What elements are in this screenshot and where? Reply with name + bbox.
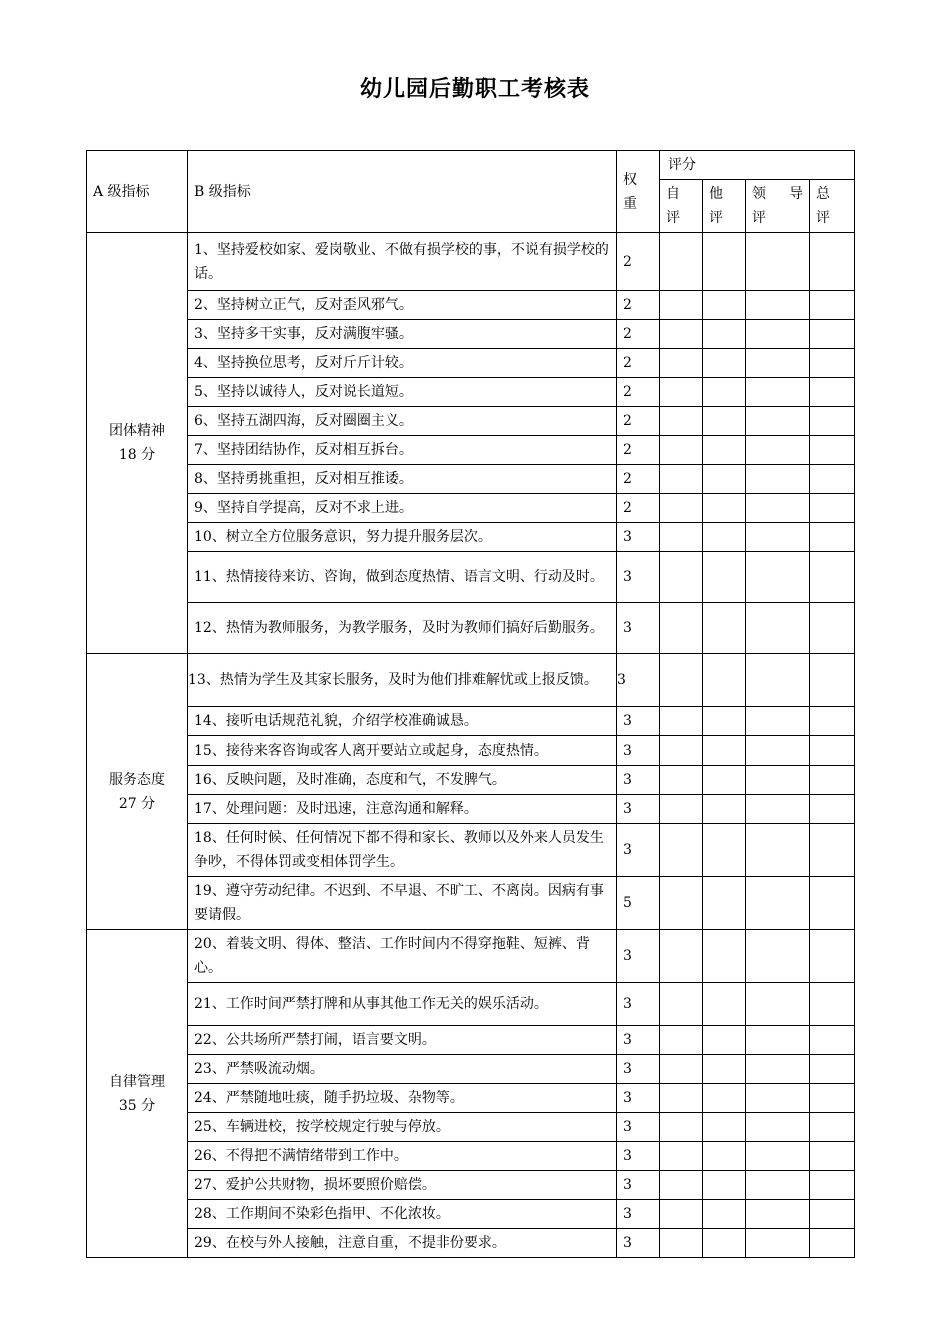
leader-score-cell[interactable] — [746, 1171, 810, 1200]
peer-score-cell[interactable] — [703, 320, 746, 349]
self-score-cell[interactable] — [660, 552, 703, 603]
total-score-cell[interactable] — [810, 1113, 855, 1142]
b-level-item: 8、坚持勇挑重担，反对相互推诿。 — [188, 465, 617, 494]
weight-value: 2 — [617, 378, 660, 407]
b-level-item: 1、坚持爱校如家、爱岗敬业、不做有损学校的事，不说有损学校的话。 — [188, 233, 617, 291]
weight-value: 5 — [617, 877, 660, 930]
weight-value: 3 — [617, 1171, 660, 1200]
leader-score-cell[interactable] — [746, 707, 810, 736]
self-score-cell[interactable] — [660, 795, 703, 824]
leader-score-cell[interactable] — [746, 1229, 810, 1258]
weight-value: 2 — [617, 233, 660, 291]
table-row — [87, 378, 855, 407]
assessment-table — [86, 150, 855, 1258]
table-row — [87, 603, 855, 654]
self-score-cell[interactable] — [660, 930, 703, 983]
weight-value: 3 — [617, 1229, 660, 1258]
weight-value: 3 — [617, 603, 660, 654]
self-score-cell[interactable] — [660, 1113, 703, 1142]
peer-score-cell[interactable] — [703, 1084, 746, 1113]
self-score-cell[interactable] — [660, 1084, 703, 1113]
total-header-line2: 评 — [816, 210, 830, 226]
peer-score-cell[interactable] — [703, 736, 746, 766]
page-title: 幼儿园后勤职工考核表 — [359, 76, 590, 102]
b-level-item: 25、车辆进校，按学校规定行驶与停放。 — [188, 1113, 617, 1142]
table-row — [87, 407, 855, 436]
table-row — [87, 795, 855, 824]
weight-value: 3 — [617, 736, 660, 766]
leader-score-cell[interactable] — [746, 1055, 810, 1084]
total-score-cell[interactable] — [810, 930, 855, 983]
leader-score-cell[interactable] — [746, 736, 810, 766]
group-name: 团体精神 — [109, 423, 165, 439]
group-points: 27 分 — [118, 795, 156, 812]
b-level-item: 22、公共场所严禁打闹，语言要文明。 — [188, 1026, 617, 1055]
self-score-cell[interactable] — [660, 877, 703, 930]
table-row — [87, 766, 855, 795]
b-level-item: 7、坚持团结协作，反对相互拆台。 — [188, 436, 617, 465]
leader-score-cell[interactable] — [746, 1113, 810, 1142]
b-level-item: 3、坚持多干实事，反对满腹牢骚。 — [188, 320, 617, 349]
table-row — [87, 1055, 855, 1084]
total-score-cell[interactable] — [810, 407, 855, 436]
b-level-item: 21、工作时间严禁打牌和从事其他工作无关的娱乐活动。 — [188, 983, 617, 1026]
weight-value: 3 — [617, 795, 660, 824]
leader-score-cell[interactable] — [746, 436, 810, 465]
b-level-item: 2、坚持树立正气，反对歪风邪气。 — [188, 291, 617, 320]
self-score-cell[interactable] — [660, 320, 703, 349]
peer-score-cell[interactable] — [703, 877, 746, 930]
table-row — [87, 523, 855, 552]
self-score-cell[interactable] — [660, 349, 703, 378]
table-row — [87, 930, 855, 983]
table-row — [87, 233, 855, 291]
self-score-cell[interactable] — [660, 1055, 703, 1084]
b-level-item: 4、坚持换位思考，反对斤斤计较。 — [188, 349, 617, 378]
total-score-cell[interactable] — [810, 349, 855, 378]
leader-score-cell[interactable] — [746, 1026, 810, 1055]
total-score-cell[interactable] — [810, 436, 855, 465]
a-level-group-cell — [87, 654, 188, 930]
b-level-item: 29、在校与外人接触，注意自重，不提非份要求。 — [188, 1229, 617, 1258]
total-score-cell[interactable] — [810, 1142, 855, 1171]
weight-value: 2 — [617, 320, 660, 349]
leader-score-header — [746, 180, 810, 233]
peer-score-cell[interactable] — [703, 766, 746, 795]
b-level-item: 11、热情接待来访、咨询，做到态度热情、语言文明、行动及时。 — [188, 552, 617, 603]
table-row — [87, 1229, 855, 1258]
peer-score-cell[interactable] — [703, 407, 746, 436]
peer-score-cell[interactable] — [703, 436, 746, 465]
weight-value: 3 — [617, 523, 660, 552]
table-row — [87, 291, 855, 320]
self-score-header — [660, 180, 703, 233]
self-score-cell[interactable] — [660, 1142, 703, 1171]
group-name: 服务态度 — [109, 771, 165, 788]
total-score-cell[interactable] — [810, 603, 855, 654]
b-level-item: 16、反映问题，及时准确，态度和气，不发脾气。 — [188, 766, 617, 795]
peer-score-cell[interactable] — [703, 603, 746, 654]
header-row-1 — [87, 151, 855, 180]
leader-score-cell[interactable] — [746, 320, 810, 349]
total-score-cell[interactable] — [810, 233, 855, 291]
b-level-item: 28、工作期间不染彩色指甲、不化浓妆。 — [188, 1200, 617, 1229]
weight-header-line2: 重 — [623, 195, 637, 212]
weight-value: 2 — [617, 465, 660, 494]
total-score-cell[interactable] — [810, 1055, 855, 1084]
weight-value: 3 — [617, 1026, 660, 1055]
self-score-cell[interactable] — [660, 494, 703, 523]
weight-header-line1: 权 — [623, 171, 637, 188]
table-row — [87, 654, 855, 707]
b-level-item: 10、树立全方位服务意识，努力提升服务层次。 — [188, 523, 617, 552]
self-header-line2: 评 — [666, 210, 680, 226]
self-score-cell[interactable] — [660, 378, 703, 407]
total-score-cell[interactable] — [810, 523, 855, 552]
total-score-cell[interactable] — [810, 736, 855, 766]
self-score-cell[interactable] — [660, 707, 703, 736]
peer-score-cell[interactable] — [703, 494, 746, 523]
leader-header-char2: 导 — [789, 186, 803, 202]
total-score-cell[interactable] — [810, 494, 855, 523]
total-score-cell[interactable] — [810, 707, 855, 736]
peer-score-cell[interactable] — [703, 349, 746, 378]
self-score-cell[interactable] — [660, 1026, 703, 1055]
total-score-cell[interactable] — [810, 1171, 855, 1200]
weight-value: 3 — [617, 930, 660, 983]
table-row — [87, 494, 855, 523]
weight-value: 3 — [617, 824, 660, 877]
weight-value: 3 — [617, 552, 660, 603]
total-score-cell[interactable] — [810, 378, 855, 407]
a-level-header: A 级指标 — [87, 151, 188, 233]
leader-score-cell[interactable] — [746, 877, 810, 930]
b-level-item: 24、严禁随地吐痰，随手扔垃圾、杂物等。 — [188, 1084, 617, 1113]
leader-score-cell[interactable] — [746, 1084, 810, 1113]
weight-value: 2 — [617, 349, 660, 378]
self-score-cell[interactable] — [660, 1171, 703, 1200]
self-score-cell[interactable] — [660, 1200, 703, 1229]
total-score-cell[interactable] — [810, 654, 855, 707]
self-score-cell[interactable] — [660, 436, 703, 465]
a-level-group-cell — [87, 930, 188, 1258]
total-score-cell[interactable] — [810, 1229, 855, 1258]
self-score-cell[interactable] — [660, 736, 703, 766]
b-level-item: 17、处理问题：及时迅速，注意沟通和解释。 — [188, 795, 617, 824]
peer-score-cell[interactable] — [703, 795, 746, 824]
peer-score-cell[interactable] — [703, 930, 746, 983]
self-score-cell[interactable] — [660, 291, 703, 320]
table-row — [87, 1026, 855, 1055]
table-row — [87, 465, 855, 494]
b-level-item: 27、爱护公共财物，损坏要照价赔偿。 — [188, 1171, 617, 1200]
total-score-cell[interactable] — [810, 291, 855, 320]
table-row — [87, 877, 855, 930]
peer-score-cell[interactable] — [703, 824, 746, 877]
total-header-line1: 总 — [816, 186, 830, 202]
weight-value: 3 — [617, 1084, 660, 1113]
weight-value: 3 — [617, 983, 660, 1026]
weight-value: 3 — [617, 1200, 660, 1229]
leader-score-cell[interactable] — [746, 407, 810, 436]
leader-score-cell[interactable] — [746, 795, 810, 824]
total-score-cell[interactable] — [810, 1084, 855, 1113]
leader-score-cell[interactable] — [746, 523, 810, 552]
self-score-cell[interactable] — [660, 603, 703, 654]
b-level-item: 14、接听电话规范礼貌，介绍学校准确诚恳。 — [188, 707, 617, 736]
leader-score-cell[interactable] — [746, 465, 810, 494]
peer-score-cell[interactable] — [703, 523, 746, 552]
b-level-item: 5、坚持以诚待人，反对说长道短。 — [188, 378, 617, 407]
table-row — [87, 707, 855, 736]
leader-score-cell[interactable] — [746, 983, 810, 1026]
leader-header-line2: 评 — [752, 210, 766, 226]
self-header-line1: 自 — [666, 186, 680, 202]
weight-value: 3 — [617, 766, 660, 795]
b-level-item: 12、热情为教师服务，为教学服务，及时为教师们搞好后勤服务。 — [188, 603, 617, 654]
total-score-header — [810, 180, 855, 233]
b-level-item: 9、坚持自学提高，反对不求上进。 — [188, 494, 617, 523]
b-level-item: 6、坚持五湖四海，反对圈圈主义。 — [188, 407, 617, 436]
total-score-cell[interactable] — [810, 465, 855, 494]
self-score-cell[interactable] — [660, 233, 703, 291]
group-points: 35 分 — [118, 1097, 156, 1114]
peer-score-cell[interactable] — [703, 1142, 746, 1171]
table-row — [87, 436, 855, 465]
leader-score-cell[interactable] — [746, 930, 810, 983]
peer-score-header — [703, 180, 746, 233]
b-level-item: 26、不得把不满情绪带到工作中。 — [188, 1142, 617, 1171]
peer-header-line1: 他 — [709, 186, 723, 202]
weight-value: 2 — [617, 494, 660, 523]
group-name: 自律管理 — [109, 1073, 165, 1090]
peer-score-cell[interactable] — [703, 291, 746, 320]
leader-header-char1: 领 — [752, 186, 766, 202]
table-row — [87, 1113, 855, 1142]
weight-value: 2 — [617, 407, 660, 436]
peer-score-cell[interactable] — [703, 1026, 746, 1055]
weight-value: 2 — [617, 291, 660, 320]
table-row — [87, 983, 855, 1026]
b-level-item: 19、遵守劳动纪律。不迟到、不早退、不旷工、不离岗。因病有事要请假。 — [188, 877, 617, 930]
weight-value: 3 — [617, 707, 660, 736]
b-level-item: 13、热情为学生及其家长服务，及时为他们排难解忧或上报反馈。 — [188, 654, 617, 707]
leader-score-cell[interactable] — [746, 824, 810, 877]
table-row — [87, 1171, 855, 1200]
peer-score-cell[interactable] — [703, 233, 746, 291]
weight-value: 3 — [617, 654, 660, 707]
self-score-cell[interactable] — [660, 1229, 703, 1258]
self-score-cell[interactable] — [660, 654, 703, 707]
total-score-cell[interactable] — [810, 824, 855, 877]
total-score-cell[interactable] — [810, 320, 855, 349]
weight-value: 3 — [617, 1142, 660, 1171]
score-header: 评分 — [660, 151, 855, 180]
table-row — [87, 736, 855, 766]
total-score-cell[interactable] — [810, 795, 855, 824]
b-level-item: 20、着装文明、得体、整洁、工作时间内不得穿拖鞋、短裤、背心。 — [188, 930, 617, 983]
peer-score-cell[interactable] — [703, 983, 746, 1026]
peer-score-cell[interactable] — [703, 465, 746, 494]
leader-score-cell[interactable] — [746, 378, 810, 407]
leader-score-cell[interactable] — [746, 349, 810, 378]
table-row — [87, 320, 855, 349]
b-level-item: 23、严禁吸流动烟。 — [188, 1055, 617, 1084]
total-score-cell[interactable] — [810, 1200, 855, 1229]
total-score-cell[interactable] — [810, 983, 855, 1026]
self-score-cell[interactable] — [660, 766, 703, 795]
leader-score-cell[interactable] — [746, 494, 810, 523]
group-points: 18 分 — [118, 447, 156, 463]
table-row — [87, 824, 855, 877]
peer-score-cell[interactable] — [703, 1229, 746, 1258]
peer-score-cell[interactable] — [703, 654, 746, 707]
leader-score-cell[interactable] — [746, 654, 810, 707]
table-row — [87, 1142, 855, 1171]
peer-score-cell[interactable] — [703, 1171, 746, 1200]
total-score-cell[interactable] — [810, 552, 855, 603]
leader-score-cell[interactable] — [746, 552, 810, 603]
table-row — [87, 1200, 855, 1229]
weight-value: 2 — [617, 436, 660, 465]
b-level-header: B 级指标 — [188, 151, 617, 233]
peer-score-cell[interactable] — [703, 552, 746, 603]
self-score-cell[interactable] — [660, 407, 703, 436]
leader-score-cell[interactable] — [746, 1200, 810, 1229]
weight-header — [617, 151, 660, 233]
peer-score-cell[interactable] — [703, 1055, 746, 1084]
leader-score-cell[interactable] — [746, 233, 810, 291]
peer-score-cell[interactable] — [703, 378, 746, 407]
leader-score-cell[interactable] — [746, 603, 810, 654]
self-score-cell[interactable] — [660, 983, 703, 1026]
a-level-group-cell — [87, 233, 188, 654]
self-score-cell[interactable] — [660, 824, 703, 877]
table-row — [87, 349, 855, 378]
b-level-item: 18、任何时候、任何情况下都不得和家长、教师以及外来人员发生争吵，不得体罚或变相体罚学生。 — [188, 824, 617, 877]
self-score-cell[interactable] — [660, 523, 703, 552]
weight-value: 3 — [617, 1055, 660, 1084]
total-score-cell[interactable] — [810, 766, 855, 795]
leader-score-cell[interactable] — [746, 766, 810, 795]
peer-score-cell[interactable] — [703, 707, 746, 736]
weight-value: 3 — [617, 1113, 660, 1142]
peer-score-cell[interactable] — [703, 1200, 746, 1229]
peer-score-cell[interactable] — [703, 1113, 746, 1142]
self-score-cell[interactable] — [660, 465, 703, 494]
total-score-cell[interactable] — [810, 1026, 855, 1055]
leader-header-line1 — [752, 182, 803, 206]
leader-score-cell[interactable] — [746, 291, 810, 320]
peer-header-line2: 评 — [709, 210, 723, 226]
total-score-cell[interactable] — [810, 877, 855, 930]
leader-score-cell[interactable] — [746, 1142, 810, 1171]
table-row — [87, 1084, 855, 1113]
b-level-item: 15、接待来客咨询或客人离开要站立或起身，态度热情。 — [188, 736, 617, 766]
table-row — [87, 552, 855, 603]
